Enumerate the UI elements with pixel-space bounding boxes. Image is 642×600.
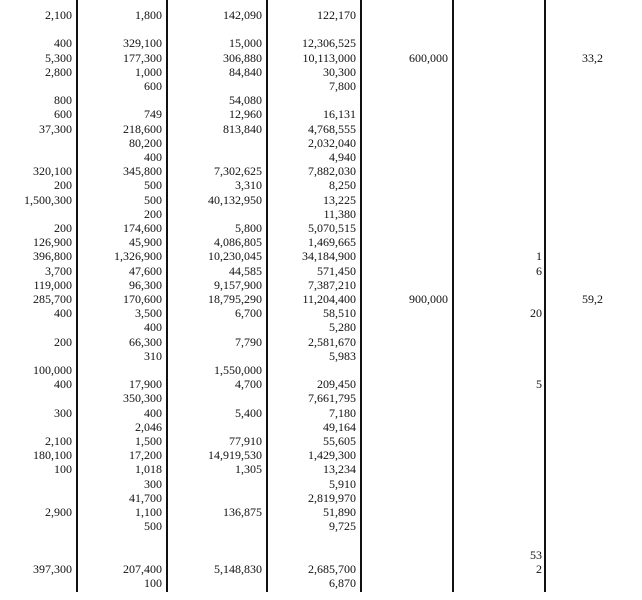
table-cell: 100 xyxy=(54,462,72,477)
table-cell: 17,200 xyxy=(129,448,162,463)
table-cell: 209,450 xyxy=(317,377,356,392)
table-cell xyxy=(0,575,72,591)
table-cell: 8,250 xyxy=(329,178,356,193)
table-cell: 14,919,530 xyxy=(208,448,262,463)
table-cell: 5,800 xyxy=(235,221,262,235)
table-cell: 5,983 xyxy=(329,348,356,363)
table-cell: 84,840 xyxy=(229,64,262,79)
table-cell: 400 xyxy=(144,405,162,420)
table-cell: 320,100 xyxy=(33,164,72,179)
table-cell: 55,605 xyxy=(323,434,356,448)
table-cell: 397,300 xyxy=(33,561,72,576)
table-cell: 2,100 xyxy=(45,434,72,448)
table-cell: 5,400 xyxy=(235,405,262,420)
table-cell: 142,090 xyxy=(223,8,262,22)
table-cell: 2 xyxy=(536,561,542,576)
table-cell: 40,132,950 xyxy=(208,192,262,207)
table-cell: 2,046 xyxy=(135,419,162,434)
table-cell: 18,795,290 xyxy=(208,292,262,306)
table-cell: 1,100 xyxy=(135,505,162,519)
table-cell: 136,875 xyxy=(223,505,262,519)
table-cell: 51,890 xyxy=(323,505,356,519)
table-cell: 5,148,830 xyxy=(214,561,262,576)
table-cell: 41,700 xyxy=(129,490,162,505)
table-cell: 170,600 xyxy=(123,292,162,306)
table-cell: 1,305 xyxy=(235,462,262,477)
table-cell: 2,800 xyxy=(45,64,72,79)
table-cell: 1,326,900 xyxy=(114,249,162,264)
table-cell: 600,000 xyxy=(409,50,448,65)
table-cell: 5,280 xyxy=(329,320,356,335)
table-cell: 47,600 xyxy=(129,263,162,278)
table-cell: 400 xyxy=(54,377,72,392)
table-cell: 180,100 xyxy=(33,448,72,463)
table-cell: 1,500 xyxy=(135,434,162,448)
table-cell xyxy=(364,575,448,591)
table-cell: 329,100 xyxy=(123,36,162,51)
table-cell: 96,300 xyxy=(129,277,162,292)
table-cell: 1 xyxy=(536,249,542,264)
table-cell: 350,300 xyxy=(123,391,162,406)
table-cell: 7,790 xyxy=(235,334,262,349)
table-cell: 2,581,670 xyxy=(308,334,356,349)
table-cell: 306,880 xyxy=(223,50,262,65)
table-cell: 13,225 xyxy=(323,192,356,207)
table-cell: 54,080 xyxy=(229,93,262,108)
table-cell: 9,157,900 xyxy=(214,277,262,292)
table-cell: 30,300 xyxy=(323,64,356,79)
table-cell: 3,500 xyxy=(135,306,162,321)
table-cell: 4,086,805 xyxy=(214,235,262,250)
table-cell: 4,768,555 xyxy=(308,121,356,136)
table-cell: 44,585 xyxy=(229,263,262,278)
table-cell: 49,164 xyxy=(323,419,356,434)
table-cell: 45,900 xyxy=(129,235,162,250)
table-cell: 37,300 xyxy=(39,121,72,136)
table-cell: 5,070,515 xyxy=(308,221,356,235)
table-cell: 6,700 xyxy=(235,306,262,321)
table-cell: 900,000 xyxy=(409,292,448,306)
table-row xyxy=(0,575,600,591)
table-cell: 53 xyxy=(530,547,542,562)
table-cell xyxy=(170,575,262,591)
table-cell: 813,840 xyxy=(223,121,262,136)
table-cell: 119,000 xyxy=(33,277,72,292)
table-cell: 300 xyxy=(54,405,72,420)
table-cell: 6,870 xyxy=(329,576,356,590)
table-cell: 200 xyxy=(144,206,162,221)
table-cell: 400 xyxy=(144,150,162,164)
table-cell: 400 xyxy=(144,320,162,335)
table-cell: 200 xyxy=(54,334,72,349)
table-cell: 218,600 xyxy=(123,121,162,136)
table-cell: 7,387,210 xyxy=(308,277,356,292)
table-cell: 100 xyxy=(144,576,162,590)
table-cell: 1,469,665 xyxy=(308,235,356,250)
table-cell: 13,234 xyxy=(323,462,356,477)
table-cell: 34,184,900 xyxy=(302,249,356,264)
table-cell: 77,910 xyxy=(229,434,262,448)
table-cell: 6 xyxy=(536,263,542,278)
table-cell: 2,819,970 xyxy=(308,490,356,505)
table-cell: 7,661,795 xyxy=(308,391,356,406)
table-cell: 600 xyxy=(54,107,72,122)
table-cell: 1,550,000 xyxy=(214,363,262,377)
table-cell: 5,910 xyxy=(329,476,356,491)
table-cell: 749 xyxy=(144,107,162,122)
table-cell: 1,500,300 xyxy=(24,192,72,207)
table-cell xyxy=(456,575,542,591)
table-cell: 177,300 xyxy=(123,50,162,65)
table-cell: 12,960 xyxy=(229,107,262,122)
table-cell: 66,300 xyxy=(129,334,162,349)
table-cell: 7,180 xyxy=(329,405,356,420)
table-cell: 5,300 xyxy=(45,50,72,65)
table-cell: 11,380 xyxy=(323,206,356,221)
table-cell: 16,131 xyxy=(323,107,356,122)
table-cell: 20 xyxy=(530,306,542,321)
table-cell: 200 xyxy=(54,221,72,235)
table-cell: 11,204,400 xyxy=(302,292,356,306)
table-cell: 345,800 xyxy=(123,164,162,179)
table-cell: 400 xyxy=(54,306,72,321)
table-cell: 9,725 xyxy=(329,519,356,534)
table-cell: 2,100 xyxy=(45,8,72,22)
table-cell: 33,2 xyxy=(582,50,603,65)
table-cell: 500 xyxy=(144,192,162,207)
table-cell: 1,018 xyxy=(135,462,162,477)
table-cell: 300 xyxy=(144,476,162,491)
table-cell: 80,200 xyxy=(129,135,162,150)
table-cell: 1,000 xyxy=(135,64,162,79)
table-cell: 800 xyxy=(54,93,72,108)
table-cell: 7,800 xyxy=(329,79,356,93)
table-cell: 7,302,625 xyxy=(214,164,262,179)
table-cell: 2,685,700 xyxy=(308,561,356,576)
table-cell: 2,032,040 xyxy=(308,135,356,150)
table-cell: 310 xyxy=(144,348,162,363)
table-cell: 207,400 xyxy=(123,561,162,576)
table-cell xyxy=(582,575,642,591)
table-cell: 2,900 xyxy=(45,505,72,519)
table-cell: 10,230,045 xyxy=(208,249,262,264)
table-cell: 5 xyxy=(536,377,542,392)
table-cell: 7,882,030 xyxy=(308,164,356,179)
table-cell: 58,510 xyxy=(323,306,356,321)
table-cell: 4,940 xyxy=(329,150,356,164)
table-cell: 600 xyxy=(144,79,162,93)
table-cell: 500 xyxy=(144,178,162,193)
table-cell: 3,310 xyxy=(235,178,262,193)
table-cell: 396,800 xyxy=(33,249,72,264)
table-cell: 12,306,525 xyxy=(302,36,356,51)
table-cell: 3,700 xyxy=(45,263,72,278)
table-cell: 10,113,000 xyxy=(302,50,356,65)
table-cell: 1,800 xyxy=(135,8,162,22)
table-cell: 285,700 xyxy=(33,292,72,306)
table-cell: 122,170 xyxy=(317,8,356,22)
table-cell: 17,900 xyxy=(129,377,162,392)
table-cell: 59,2 xyxy=(582,292,603,306)
table-cell: 174,600 xyxy=(123,221,162,235)
table-cell: 500 xyxy=(144,519,162,534)
table-cell: 1,429,300 xyxy=(308,448,356,463)
table-cell: 400 xyxy=(54,36,72,51)
table-cell: 4,700 xyxy=(235,377,262,392)
table-cell: 15,000 xyxy=(229,36,262,51)
table-cell: 200 xyxy=(54,178,72,193)
table-cell: 100,000 xyxy=(33,363,72,377)
table-cell: 126,900 xyxy=(33,235,72,250)
table-cell: 571,450 xyxy=(317,263,356,278)
